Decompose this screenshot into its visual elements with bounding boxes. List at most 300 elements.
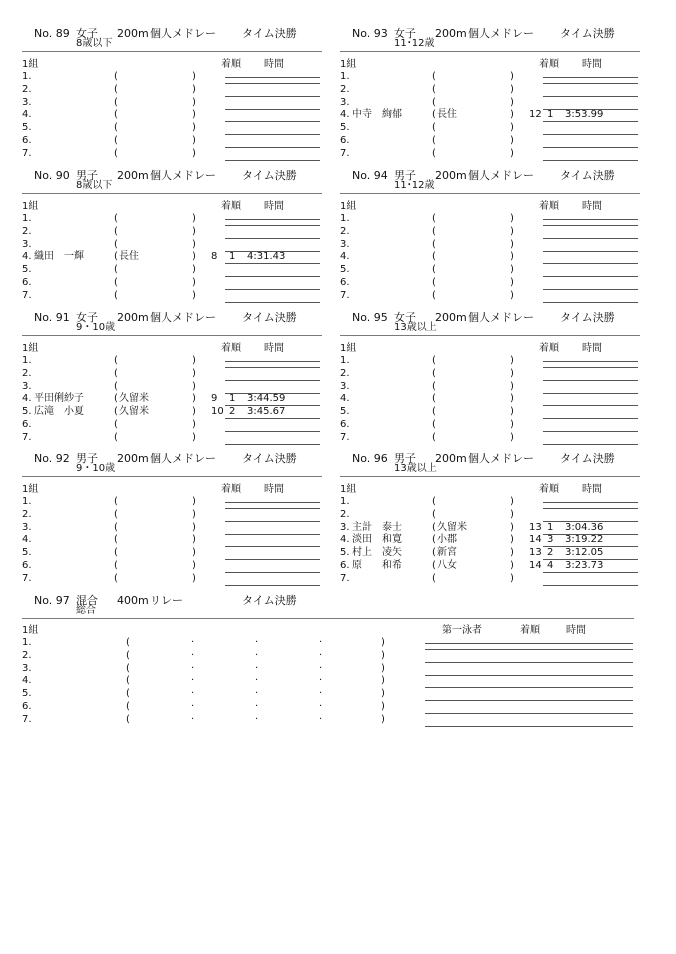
open-paren: (: [432, 83, 436, 95]
lane-number: 6.: [22, 419, 32, 430]
event-distance: 200m: [117, 169, 149, 182]
time-underline: [543, 585, 638, 586]
separator-dot: ·: [191, 675, 195, 687]
place: 2: [229, 406, 236, 418]
time-underline: [225, 238, 320, 239]
time: 3:19.22: [565, 534, 604, 546]
lane-number: 7.: [22, 572, 32, 584]
event-type: タイム決勝: [560, 169, 615, 182]
club-name: 長住: [119, 251, 139, 263]
col-place-label: 着順: [539, 201, 559, 212]
close-paren: ): [510, 406, 514, 418]
time-underline: [225, 546, 320, 547]
event-number: No. 93: [352, 27, 388, 40]
open-paren: (: [114, 380, 118, 392]
swimmer-name: 村上 凌矢: [352, 547, 402, 559]
time-underline: [225, 585, 320, 586]
result-underline: [425, 687, 633, 688]
event-number: No. 92: [34, 452, 70, 465]
open-paren: (: [432, 521, 436, 533]
lane-number: 1.: [22, 71, 32, 82]
lane-number: 1.: [340, 355, 350, 366]
time-underline: [543, 502, 638, 503]
col-place-label: 着順: [221, 201, 241, 212]
time-underline: [225, 77, 320, 78]
close-paren: ): [510, 96, 514, 108]
open-paren: (: [432, 355, 436, 366]
time-underline: [225, 83, 320, 84]
lane-number: 7.: [340, 147, 350, 159]
close-paren: ): [510, 135, 514, 146]
event-distance: 200m: [435, 27, 467, 40]
event-type: タイム決勝: [242, 311, 297, 324]
close-paren: ): [192, 547, 196, 559]
result-underline: [425, 662, 633, 663]
event-distance: 200m: [117, 452, 149, 465]
lane-number: 7.: [340, 572, 350, 584]
close-paren: ): [510, 289, 514, 301]
open-paren: (: [126, 713, 130, 725]
close-paren: ): [192, 355, 196, 366]
close-paren: ): [192, 238, 196, 250]
event-gender: 男子: [76, 169, 98, 182]
open-paren: (: [432, 380, 436, 392]
time-underline: [543, 444, 638, 445]
lane-number: 1.: [22, 496, 32, 507]
time-underline: [225, 367, 320, 368]
event-gender: 女子: [394, 311, 416, 324]
time-underline: [225, 380, 320, 381]
lane-number: 5.: [340, 122, 350, 134]
lane-number: 2.: [22, 225, 32, 237]
separator-dot: ·: [191, 637, 195, 648]
event-age: 9・10歳: [76, 463, 116, 474]
close-paren: ): [510, 213, 514, 224]
close-paren: ): [510, 547, 514, 559]
header-divider: [340, 476, 640, 477]
lane-number: 4.: [340, 251, 350, 263]
open-paren: (: [126, 662, 130, 674]
time-underline: [225, 521, 320, 522]
time: 3:12.05: [565, 547, 604, 559]
lane-number: 7.: [340, 431, 350, 443]
close-paren: ): [510, 508, 514, 520]
time-underline: [225, 361, 320, 362]
lane-number: 4.: [340, 534, 350, 546]
header-divider: [340, 335, 640, 336]
close-paren: ): [192, 71, 196, 82]
event-type: タイム決勝: [242, 452, 297, 465]
time-underline: [543, 380, 638, 381]
open-paren: (: [114, 419, 118, 430]
lane-number: 5.: [22, 122, 32, 134]
close-paren: ): [510, 393, 514, 405]
col-place-label: 着順: [221, 343, 241, 354]
close-paren: ): [510, 367, 514, 379]
open-paren: (: [114, 251, 118, 263]
open-paren: (: [114, 393, 118, 405]
time-underline: [543, 219, 638, 220]
group-label: 1組: [340, 201, 357, 212]
event-age: 13歳以上: [394, 322, 437, 333]
col-time-label: 時間: [582, 484, 602, 495]
open-paren: (: [126, 701, 130, 712]
close-paren: ): [510, 355, 514, 366]
close-paren: ): [381, 662, 385, 674]
lane-number: 4.: [22, 393, 32, 405]
lane-number: 5.: [22, 547, 32, 559]
header-divider: [22, 476, 322, 477]
separator-dot: ·: [319, 688, 323, 700]
open-paren: (: [114, 277, 118, 288]
close-paren: ): [510, 83, 514, 95]
header-divider: [22, 335, 322, 336]
event-distance: 200m: [435, 452, 467, 465]
close-paren: ): [192, 225, 196, 237]
close-paren: ): [192, 380, 196, 392]
lane-number: 6.: [340, 560, 350, 571]
lane-number: 1.: [340, 71, 350, 82]
lane-number: 3.: [340, 96, 350, 108]
col-first-swimmer-label: 第一泳者: [442, 625, 482, 636]
lane-number: 2.: [340, 225, 350, 237]
event-type: タイム決勝: [560, 452, 615, 465]
open-paren: (: [432, 406, 436, 418]
event-number: No. 96: [352, 452, 388, 465]
lane-number: 2.: [22, 508, 32, 520]
close-paren: ): [192, 367, 196, 379]
close-paren: ): [192, 406, 196, 418]
close-paren: ): [381, 649, 385, 661]
lane-number: 5.: [22, 688, 32, 700]
col-time-label: 時間: [264, 484, 284, 495]
club-name: 小郡: [437, 534, 457, 546]
open-paren: (: [114, 71, 118, 82]
col-time-label: 時間: [264, 201, 284, 212]
swimmer-name: 平田俐紗子: [34, 393, 84, 405]
separator-dot: ·: [255, 662, 259, 674]
lane-number: 3.: [22, 380, 32, 392]
lane-number: 1.: [22, 213, 32, 224]
open-paren: (: [432, 238, 436, 250]
time-underline: [543, 418, 638, 419]
open-paren: (: [432, 109, 436, 121]
open-paren: (: [114, 264, 118, 276]
time-underline: [225, 147, 320, 148]
close-paren: ): [381, 637, 385, 648]
lane-number: 6.: [340, 419, 350, 430]
group-label: 1組: [22, 484, 39, 495]
heat-number: 8: [211, 251, 218, 263]
lane-number: 6.: [340, 135, 350, 146]
event-gender: 男子: [76, 452, 98, 465]
close-paren: ): [192, 431, 196, 443]
close-paren: ): [381, 713, 385, 725]
heat-number: 13: [529, 521, 542, 533]
lane-number: 3.: [340, 380, 350, 392]
close-paren: ): [510, 534, 514, 546]
group-label: 1組: [22, 59, 39, 70]
separator-dot: ·: [191, 701, 195, 712]
open-paren: (: [432, 419, 436, 430]
time-underline: [543, 276, 638, 277]
lane-number: 6.: [22, 560, 32, 571]
lane-number: 7.: [22, 147, 32, 159]
close-paren: ): [381, 701, 385, 712]
lane-number: 5.: [340, 406, 350, 418]
open-paren: (: [432, 277, 436, 288]
separator-dot: ·: [255, 688, 259, 700]
lane-number: 5.: [340, 264, 350, 276]
time-underline: [543, 367, 638, 368]
event-number: No. 95: [352, 311, 388, 324]
event-type: タイム決勝: [242, 594, 297, 607]
event-gender: 女子: [76, 311, 98, 324]
separator-dot: ·: [319, 649, 323, 661]
separator-dot: ·: [191, 713, 195, 725]
event-distance: 200m: [435, 169, 467, 182]
time-underline: [543, 121, 638, 122]
time-underline: [543, 160, 638, 161]
close-paren: ): [192, 147, 196, 159]
group-label: 1組: [340, 484, 357, 495]
open-paren: (: [114, 135, 118, 146]
open-paren: (: [114, 572, 118, 584]
event-age: 11･12歳: [394, 180, 435, 191]
club-name: 久留米: [437, 521, 467, 533]
open-paren: (: [114, 534, 118, 546]
open-paren: (: [432, 508, 436, 520]
col-time-label: 時間: [264, 343, 284, 354]
open-paren: (: [432, 264, 436, 276]
header-divider: [340, 51, 640, 52]
time: 3:23.73: [565, 560, 604, 571]
time-underline: [225, 121, 320, 122]
lane-number: 5.: [22, 406, 32, 418]
result-underline: [425, 675, 633, 676]
lane-number: 7.: [22, 713, 32, 725]
time-underline: [225, 534, 320, 535]
place: 1: [547, 521, 554, 533]
close-paren: ): [510, 431, 514, 443]
open-paren: (: [432, 225, 436, 237]
time: 3:45.67: [247, 406, 286, 418]
lane-number: 3.: [22, 238, 32, 250]
lane-number: 1.: [340, 496, 350, 507]
open-paren: (: [114, 147, 118, 159]
time-underline: [543, 83, 638, 84]
open-paren: (: [114, 109, 118, 121]
time-underline: [543, 393, 638, 394]
close-paren: ): [192, 508, 196, 520]
heat-number: 10: [211, 406, 224, 418]
lane-number: 2.: [22, 649, 32, 661]
event-gender: 女子: [394, 27, 416, 40]
time: 3:44.59: [247, 393, 286, 405]
lane-number: 6.: [22, 135, 32, 146]
separator-dot: ·: [319, 675, 323, 687]
separator-dot: ·: [319, 662, 323, 674]
place: 2: [547, 547, 554, 559]
heat-number: 14: [529, 534, 542, 546]
event-age: 9・10歳: [76, 322, 116, 333]
open-paren: (: [114, 406, 118, 418]
col-place-label: 着順: [520, 625, 540, 636]
time: 3:04.36: [565, 521, 604, 533]
open-paren: (: [114, 560, 118, 571]
close-paren: ): [192, 419, 196, 430]
event-distance: 200m: [117, 311, 149, 324]
open-paren: (: [114, 547, 118, 559]
time-underline: [543, 96, 638, 97]
open-paren: (: [432, 367, 436, 379]
lane-number: 4.: [340, 109, 350, 121]
close-paren: ): [192, 393, 196, 405]
event-gender: 男子: [394, 169, 416, 182]
close-paren: ): [510, 380, 514, 392]
open-paren: (: [126, 688, 130, 700]
time-underline: [225, 225, 320, 226]
lane-number: 5.: [340, 547, 350, 559]
heat-number: 12: [529, 109, 542, 121]
event-stroke: 個人メドレー: [468, 27, 534, 40]
separator-dot: ·: [255, 637, 259, 648]
event-distance: 200m: [117, 27, 149, 40]
col-place-label: 着順: [539, 343, 559, 354]
lane-number: 4.: [22, 109, 32, 121]
open-paren: (: [114, 225, 118, 237]
header-divider: [22, 193, 322, 194]
club-name: 八女: [437, 560, 457, 571]
close-paren: ): [510, 225, 514, 237]
close-paren: ): [510, 419, 514, 430]
col-place-label: 着順: [221, 484, 241, 495]
time-underline: [543, 263, 638, 264]
lane-number: 4.: [22, 534, 32, 546]
place: 1: [229, 393, 236, 405]
event-type: タイム決勝: [560, 311, 615, 324]
time-underline: [543, 238, 638, 239]
open-paren: (: [126, 637, 130, 648]
close-paren: ): [510, 572, 514, 584]
separator-dot: ·: [191, 662, 195, 674]
lane-number: 3.: [22, 96, 32, 108]
close-paren: ): [192, 135, 196, 146]
group-label: 1組: [22, 201, 39, 212]
club-name: 久留米: [119, 406, 149, 418]
separator-dot: ·: [255, 713, 259, 725]
close-paren: ): [510, 109, 514, 121]
swimmer-name: 主計 泰士: [352, 521, 402, 533]
time-underline: [225, 572, 320, 573]
lane-number: 2.: [22, 83, 32, 95]
open-paren: (: [126, 675, 130, 687]
lane-number: 7.: [340, 289, 350, 301]
close-paren: ): [510, 264, 514, 276]
lane-number: 4.: [340, 393, 350, 405]
separator-dot: ·: [255, 649, 259, 661]
time-underline: [543, 251, 638, 252]
event-stroke: 個人メドレー: [468, 452, 534, 465]
close-paren: ): [381, 688, 385, 700]
open-paren: (: [432, 135, 436, 146]
close-paren: ): [510, 560, 514, 571]
event-age: 11･12歳: [394, 38, 435, 49]
group-label: 1組: [22, 343, 39, 354]
header-divider: [340, 193, 640, 194]
event-stroke: 個人メドレー: [150, 311, 216, 324]
swimmer-name: 淡田 和寛: [352, 534, 402, 546]
time-underline: [225, 96, 320, 97]
close-paren: ): [192, 534, 196, 546]
time-underline: [225, 134, 320, 135]
time-underline: [225, 276, 320, 277]
place: 4: [547, 560, 554, 571]
event-distance: 200m: [435, 311, 467, 324]
group-label: 1組: [340, 59, 357, 70]
lane-number: 6.: [340, 277, 350, 288]
close-paren: ): [192, 521, 196, 533]
lane-number: 3.: [340, 521, 350, 533]
club-name: 久留米: [119, 393, 149, 405]
event-type: タイム決勝: [560, 27, 615, 40]
lane-number: 5.: [22, 264, 32, 276]
time-underline: [225, 289, 320, 290]
header-divider: [22, 51, 322, 52]
close-paren: ): [192, 277, 196, 288]
open-paren: (: [114, 83, 118, 95]
close-paren: ): [192, 496, 196, 507]
close-paren: ): [192, 572, 196, 584]
lane-number: 4.: [22, 675, 32, 687]
event-number: No. 97: [34, 594, 70, 607]
lane-number: 4.: [22, 251, 32, 263]
result-underline: [425, 649, 633, 650]
event-age: 8歳以下: [76, 180, 113, 191]
time-underline: [543, 405, 638, 406]
event-age: 総合: [76, 605, 96, 616]
event-stroke: 個人メドレー: [150, 27, 216, 40]
swimmer-name: 広滝 小夏: [34, 406, 84, 418]
club-name: 新宮: [437, 547, 457, 559]
close-paren: ): [510, 277, 514, 288]
close-paren: ): [510, 496, 514, 507]
heat-number: 14: [529, 560, 542, 571]
time-underline: [225, 502, 320, 503]
time: 3:53.99: [565, 109, 604, 121]
time-underline: [225, 508, 320, 509]
event-number: No. 90: [34, 169, 70, 182]
heat-number: 13: [529, 547, 542, 559]
event-stroke: 個人メドレー: [150, 169, 216, 182]
time-underline: [543, 572, 638, 573]
open-paren: (: [432, 122, 436, 134]
col-time-label: 時間: [582, 59, 602, 70]
col-place-label: 着順: [539, 484, 559, 495]
event-distance: 400m: [117, 594, 149, 607]
time-underline: [225, 431, 320, 432]
result-underline: [425, 726, 633, 727]
separator-dot: ·: [319, 637, 323, 648]
event-age: 8歳以下: [76, 38, 113, 49]
close-paren: ): [192, 96, 196, 108]
open-paren: (: [114, 289, 118, 301]
close-paren: ): [192, 109, 196, 121]
open-paren: (: [114, 96, 118, 108]
time-underline: [225, 418, 320, 419]
event-type: タイム決勝: [242, 169, 297, 182]
close-paren: ): [510, 251, 514, 263]
